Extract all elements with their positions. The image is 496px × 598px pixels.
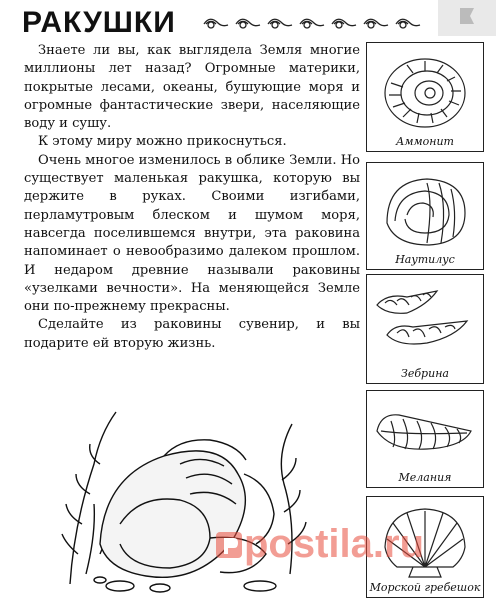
shell-card-melania (366, 390, 484, 488)
paragraph: К этому миру можно прикоснуться. (38, 134, 287, 150)
paragraph: Знаете ли вы, как выглядела Земля многие миллионы лет назад? Огромные материки, покрытые лесами, океаны, бушующие моря и огромные фантастические звери, населяющие воду и сушу. (24, 43, 360, 132)
watermark-logo-icon (214, 530, 244, 560)
watermark-text: postila.ru (244, 522, 425, 566)
shell-caption: Наутилус (395, 253, 455, 266)
corner-overlay (438, 0, 496, 36)
shell-caption: Зебрина (400, 367, 449, 380)
pin-icon (438, 0, 496, 36)
shell-border-icon (198, 12, 430, 34)
paragraph: Очень многое изменилось в облике Земли. Но существует маленькая ракушка, которую вы держите в руках. Своими изгибами, перламутровым блеском и шумом моря, навсегда поселившемся внутри, эта раковина напоминает о невообразимо далеком прошлом. И недаром древние называли раковины «узелками вечности». На меняющейся Земле они по-прежнему прекрасны. (24, 152, 360, 315)
paragraph: Сделайте из раковины сувенир, и вы подарите ей вторую жизнь. (24, 317, 360, 351)
shell-caption: Аммонит (396, 135, 454, 148)
shell-card-zebrina (366, 274, 484, 384)
page-title: РАКУШКИ (22, 6, 176, 39)
shell-caption: Мелания (398, 471, 452, 484)
shell-card-nautilus (366, 162, 484, 270)
shell-caption: Морской гребешок (369, 581, 481, 594)
article-text (24, 42, 360, 353)
shell-card-ammonite (366, 42, 484, 152)
